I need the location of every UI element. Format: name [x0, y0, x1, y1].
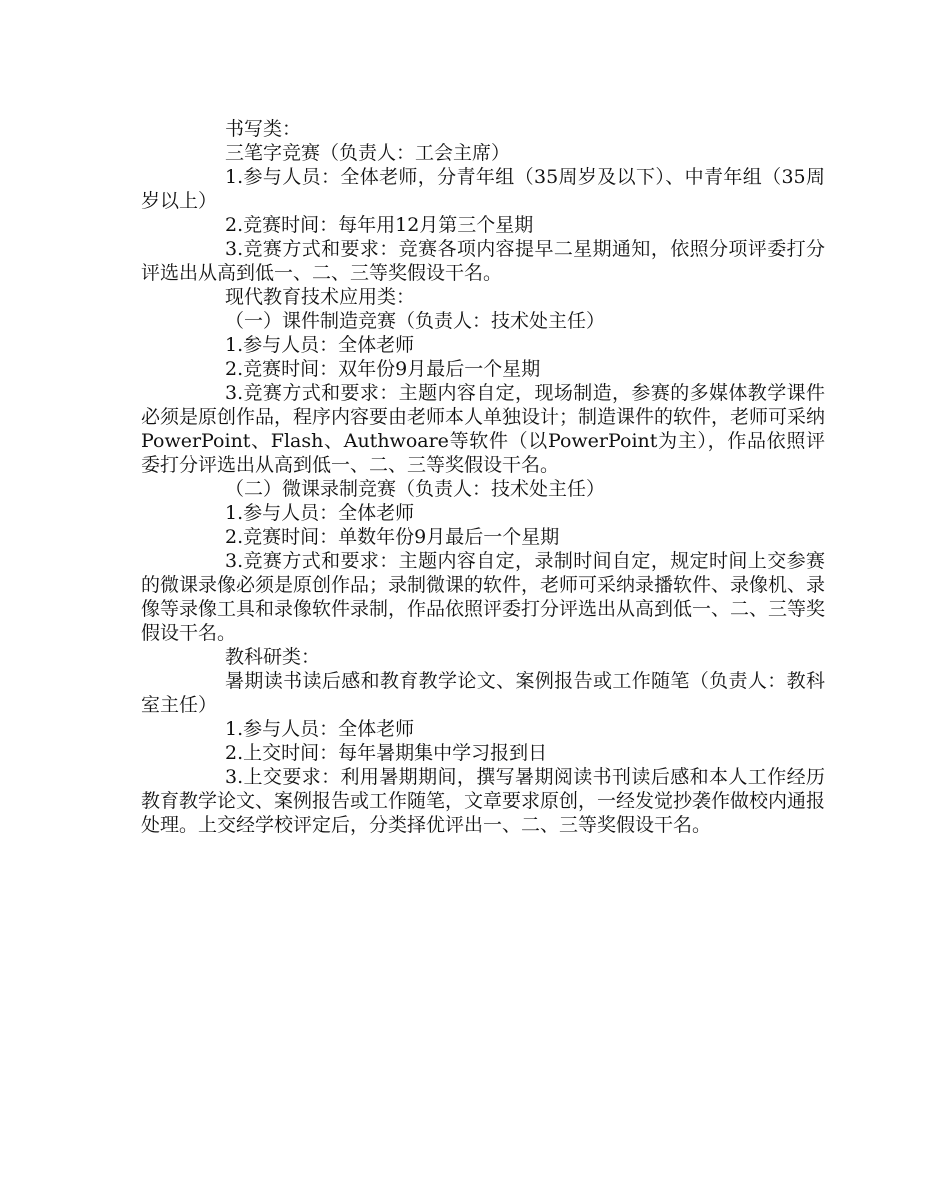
paragraph-participants: 1.参与人员：全体老师 — [225, 502, 415, 524]
subsection-heading-microlesson: （二）微课录制竞赛（负责人：技术处主任） — [225, 478, 606, 500]
subsection-heading-courseware: （一）课件制造竞赛（负责人：技术处主任） — [225, 310, 606, 332]
section-heading-writing: 书写类： — [225, 118, 302, 140]
paragraph-competition-method: 3.竞赛方式和要求：主题内容自定，现场制造，参赛的多媒体教学课件必须是原创作品，程序内容要由老师本人单独设计；制造课件的软件，老师可采纳PowerPoint、Flash、Authwoare等软件（以PowerPoint为主），作品依照评委打分评选出从高到低一、二、三等奖假设干名。 — [141, 382, 826, 476]
paragraph-submission-requirements: 3.上交要求：利用暑期期间，撰写暑期阅读书刊读后感和本人工作经历教育教学论文、案例报告或工作随笔，文章要求原创，一经发觉抄袭作做校内通报处理。上交经学校评定后，分类择优评出一、二、三等奖假设干名。 — [141, 766, 826, 836]
paragraph-submission-time: 2.上交时间：每年暑期集中学习报到日 — [225, 742, 548, 764]
subsection-heading-calligraphy: 三笔字竞赛（负责人：工会主席） — [225, 142, 511, 164]
section-heading-research: 教科研类： — [225, 646, 321, 668]
section-heading-edtech: 现代教育技术应用类： — [225, 286, 416, 308]
paragraph-participants: 1.参与人员：全体老师，分青年组（35周岁及以下）、中青年组（35周岁以上） — [141, 166, 825, 212]
subsection-heading-reading-essays: 暑期读书读后感和教育教学论文、案例报告或工作随笔（负责人：教科室主任） — [141, 670, 825, 716]
paragraph-competition-time: 2.竞赛时间：双年份9月最后一个星期 — [225, 358, 541, 380]
document-body — [141, 117, 825, 837]
paragraph-competition-method: 3.竞赛方式和要求：主题内容自定，录制时间自定，规定时间上交参赛的微课录像必须是原创作品；录制微课的软件，老师可采纳录播软件、录像机、录像等录像工具和录像软件录制，作品依照评委打分评选出从高到低一、二、三等奖假设干名。 — [141, 550, 826, 644]
paragraph-competition-time: 2.竞赛时间：单数年份9月最后一个星期 — [225, 526, 560, 548]
paragraph-competition-time: 2.竞赛时间：每年用12月第三个星期 — [225, 214, 534, 236]
paragraph-participants: 1.参与人员：全体老师 — [225, 718, 415, 740]
paragraph-competition-method: 3.竞赛方式和要求：竞赛各项内容提早二星期通知，依照分项评委打分评选出从高到低一、二、三等奖假设干名。 — [141, 238, 825, 284]
paragraph-participants: 1.参与人员：全体老师 — [225, 334, 415, 356]
